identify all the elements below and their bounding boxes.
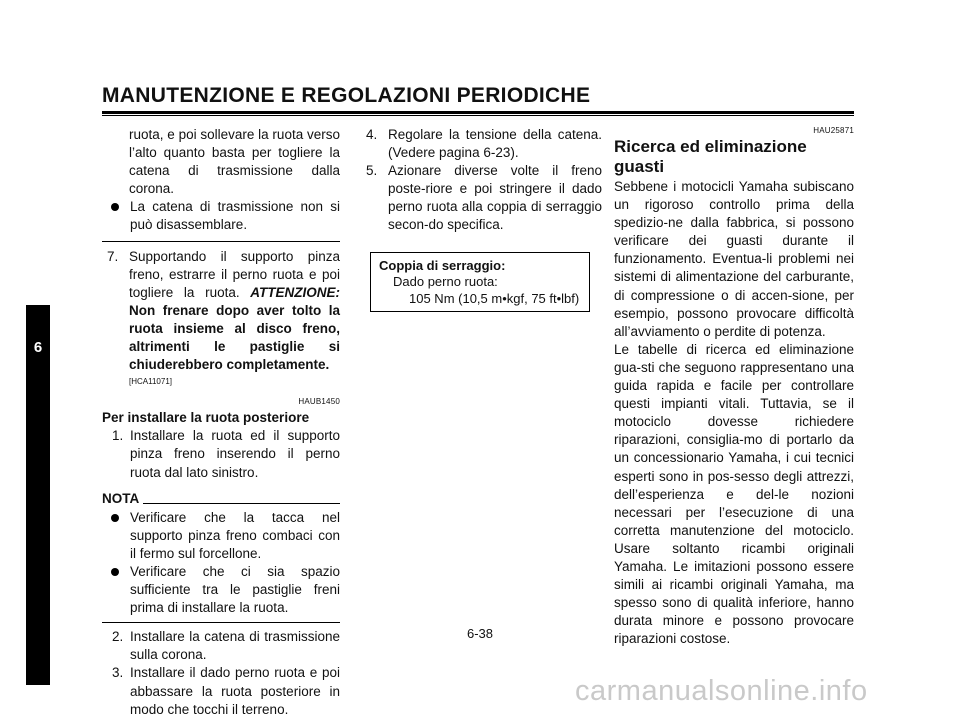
section-heading: Ricerca ed eliminazione guasti xyxy=(614,137,807,176)
nota-header xyxy=(102,490,340,508)
section-heading: Per installare la ruota posteriore xyxy=(102,410,310,426)
separator-line xyxy=(102,622,340,623)
torque-value: 105 Nm (10,5 m•kgf, 75 ft•lbf) xyxy=(409,290,580,306)
step-text: Installare la ruota ed il supporto pinza freno inserendo il perno ruota dal lato sinistro. xyxy=(130,428,340,480)
bullet-text: Verificare che ci sia spazio sufficiente tra le pastiglie freni prima di installare la ruota. xyxy=(130,563,340,616)
step-1 xyxy=(102,427,340,481)
step-7 xyxy=(102,248,340,388)
step-number: 7. xyxy=(107,248,119,264)
separator-line xyxy=(102,241,340,242)
step-4 xyxy=(366,126,602,162)
step-3 xyxy=(102,664,340,718)
step-text: Installare il dado perno ruota e poi abbassare la ruota posteriore in modo che tocchi il terreno. xyxy=(130,665,340,717)
chapter-tab xyxy=(26,305,50,685)
step-5 xyxy=(366,162,602,234)
nota-bullet-2 xyxy=(102,563,340,617)
step-number: 5. xyxy=(366,163,378,179)
section-code: HAUB1450 xyxy=(298,397,340,407)
bullet-text: Verificare che la tacca nel supporto pinza freno combaci con il fermo sul forcellone. xyxy=(130,509,340,561)
step-text: Installare la catena di trasmissione sulla corona. xyxy=(130,629,340,663)
watermark: carmanualsonline.info xyxy=(575,675,868,707)
page-number: 6-38 xyxy=(466,626,494,641)
bullet-item xyxy=(102,198,340,234)
bullet-dot-icon xyxy=(111,568,119,576)
step-number: 4. xyxy=(366,127,378,142)
step-text: Regolare la tensione della catena. (Vedere pagina 6-23). xyxy=(388,127,602,161)
paragraph-1: Sebbene i motocicli Yamaha subiscano un rigoroso controllo prima della spedizio-ne dalla fabbrica, si possono verificare dei guasti durante il funzionamento. Eventua-li problemi nei sistemi di alimentazione del carburante, di compressione o di accen-sione, per esempio, possono provocare difficoltà all’avviamento o perdite di potenza. xyxy=(614,179,854,339)
step-text: Supportando il supporto pinza freno, estrarre il perno ruota e poi togliere la ruota. xyxy=(129,248,340,300)
bullet-text: La catena di trasmissione non si può disassemblare. xyxy=(130,199,340,233)
column-left xyxy=(102,126,340,719)
torque-item: Dado perno ruota: xyxy=(393,274,498,290)
nota-label: NOTA xyxy=(102,490,140,506)
caution-text: Non frenare dopo aver tolto la ruota insieme al disco freno, altrimenti le pastiglie si chiuderebbero completamente. xyxy=(129,302,340,373)
step-number: 2. xyxy=(112,629,124,645)
step-2 xyxy=(102,628,340,664)
column-middle xyxy=(366,126,602,312)
page-header-title: MANUTENZIONE E REGOLAZIONI PERIODICHE xyxy=(102,84,591,107)
torque-title: Coppia di serraggio: xyxy=(379,257,506,273)
bullet-dot-icon xyxy=(111,514,119,522)
caution-code: [HCA11071] xyxy=(129,377,172,387)
bullet-dot-icon xyxy=(111,203,119,211)
header-rule-thick xyxy=(102,111,854,114)
step-number: 1. xyxy=(112,428,124,444)
nota-rule xyxy=(143,503,340,504)
step-text: Azionare diverse volte il freno poste-riore e poi stringere il dado perno ruota alla coppia di serraggio secon-do specifica. xyxy=(388,163,602,233)
section-code: HAU25871 xyxy=(813,126,854,135)
nota-bullet-1 xyxy=(102,509,340,563)
continued-paragraph: ruota, e poi sollevare la ruota verso l’alto quanto basta per togliere la catena di trasmissione dalla corona. xyxy=(129,127,340,197)
header-rule-thin xyxy=(102,115,854,116)
chapter-tab-number: 6 xyxy=(33,339,43,356)
column-right xyxy=(614,126,854,648)
torque-box xyxy=(370,252,590,313)
step-number: 3. xyxy=(112,665,124,681)
paragraph-2: Le tabelle di ricerca ed eliminazione gua-sti che seguono rappresentano una guida rapida e facile per controllare questi impianti vitali. Tuttavia, se il motociclo dovesse richiedere riparazioni, consiglia-mo di portarlo da un concessionario Yamaha, i cui tecnici esperti sono in pos-sesso degli attrezzi, dell’esperienza e del-le nozioni necessari per l’esecuzione di una corretta manutenzione del motociclo. Usare soltanto ricambi originali Yamaha. Le imitazioni possono essere simili ai ricambi originali Yamaha, ma spesso sono di qualità inferiore, hanno durata minore e possono provocare riparazioni costose. xyxy=(614,341,854,647)
caution-label: ATTENZIONE: xyxy=(250,284,340,300)
